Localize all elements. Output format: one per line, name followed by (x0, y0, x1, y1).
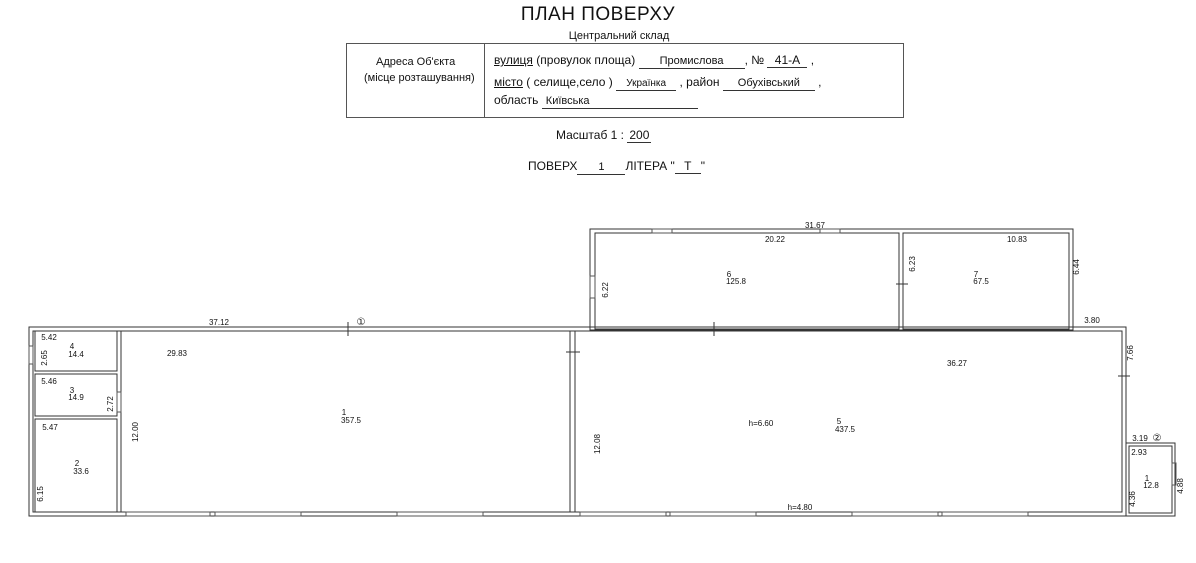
dim-room1-height: 12.00 (131, 421, 140, 443)
page-title: ПЛАН ПОВЕРХУ (520, 4, 676, 25)
room-2-number: 2 (74, 459, 80, 468)
marker-2: ② (1152, 433, 1162, 444)
room-6-area: 125.8 (725, 277, 747, 286)
window-mark (652, 229, 672, 233)
dim-room5-width: 36.27 (946, 359, 968, 368)
room-5-number: 5 (836, 417, 842, 426)
city-prefix: місто (494, 75, 523, 89)
dim-room4-height: 2.65 (40, 350, 49, 366)
address-label-note: (місце розташування) (364, 72, 475, 84)
window-mark (397, 512, 483, 516)
letter-label: ЛІТЕРА " (625, 159, 675, 173)
room-7-number: 7 (973, 270, 979, 279)
dim-room6-height-right: 6.23 (908, 256, 917, 272)
region-label: область (494, 93, 539, 107)
window-mark (942, 512, 1028, 516)
annex-room-area: 12.8 (1143, 481, 1159, 490)
dim-room6-height: 6.22 (601, 282, 610, 298)
window-mark (590, 276, 595, 298)
room-1-area: 357.5 (340, 416, 362, 425)
dim-room5-right-height: 7.66 (1126, 345, 1135, 361)
district-value: Обухівський (723, 77, 815, 91)
letter-value: Т (675, 160, 701, 174)
dim-annex-height-outer: 4.88 (1176, 478, 1185, 494)
room-3-number: 3 (69, 386, 75, 395)
number-value: 41-А (767, 54, 807, 68)
door-mark (117, 392, 121, 412)
dim-room1-width: 29.83 (166, 349, 188, 358)
height-bottom: h=4.80 (787, 503, 813, 512)
window-mark (670, 512, 756, 516)
dim-room5-height: 12.08 (593, 433, 602, 455)
room-5-outline (575, 331, 1122, 512)
dim-room2-height: 6.15 (36, 486, 45, 502)
height-room5: h=6.60 (748, 419, 774, 428)
dim-top-total: 31.67 (804, 221, 826, 230)
address-label: Адреса Об'єкта (376, 56, 456, 68)
address-row-city: місто ( селище,село ) Українка , район Обухівський , (494, 75, 822, 89)
room-4-number: 4 (69, 342, 75, 351)
room-6-outline (595, 233, 899, 329)
dim-annex-height-inner: 4.36 (1128, 491, 1137, 507)
dim-room7-height: 6.44 (1072, 259, 1081, 275)
dim-annex-width-inner: 2.93 (1131, 448, 1147, 457)
scale-value: 200 (629, 128, 650, 142)
dim-room7-width: 10.83 (1006, 235, 1028, 244)
room-2-area: 33.6 (73, 467, 89, 476)
dim-step-right: 3.80 (1084, 316, 1100, 325)
room-3-area: 14.9 (68, 393, 84, 402)
page-subtitle: Центральний склад (568, 30, 670, 42)
room-1-number: 1 (341, 408, 347, 417)
dim-room3-width: 5.46 (41, 377, 57, 386)
annex-room-number: 1 (1144, 474, 1150, 483)
room-6-number: 6 (726, 270, 732, 279)
main-block-outer (29, 327, 1126, 516)
floor-value: 1 (577, 161, 625, 175)
floor-label: ПОВЕРХ (528, 159, 578, 173)
room-4-area: 14.4 (68, 350, 84, 359)
dim-room4-width: 5.42 (41, 333, 57, 342)
dim-room2-width: 5.47 (42, 423, 58, 432)
door-mark (29, 346, 33, 364)
street-suffix: (провулок площа) (536, 53, 636, 67)
dim-annex-width-top: 3.19 (1132, 434, 1148, 443)
city-suffix: ( селище,село ) (526, 75, 613, 89)
region-value: Київська (542, 95, 698, 109)
city-value: Українка (616, 77, 676, 91)
scale-label: Масштаб 1 : (556, 128, 625, 142)
room-5-area: 437.5 (834, 425, 856, 434)
letter-close: " (700, 159, 706, 173)
street-prefix: вулиця (494, 53, 533, 67)
address-row-street: вулиця (провулок площа) Промислова , № 41-А , (494, 53, 815, 67)
dim-room3-height: 2.72 (106, 396, 115, 412)
upper-block-outer (590, 229, 1073, 330)
window-mark (852, 512, 938, 516)
room-7-area: 67.5 (973, 277, 989, 286)
window-mark (215, 512, 301, 516)
window-mark (580, 512, 666, 516)
dim-room6-width: 20.22 (764, 235, 786, 244)
dim-left-block-width: 37.12 (208, 318, 230, 327)
district-label: район (686, 75, 720, 89)
street-value: Промислова (639, 55, 745, 69)
window-mark (126, 512, 210, 516)
marker-1: ① (356, 317, 366, 328)
number-label: № (751, 53, 765, 67)
